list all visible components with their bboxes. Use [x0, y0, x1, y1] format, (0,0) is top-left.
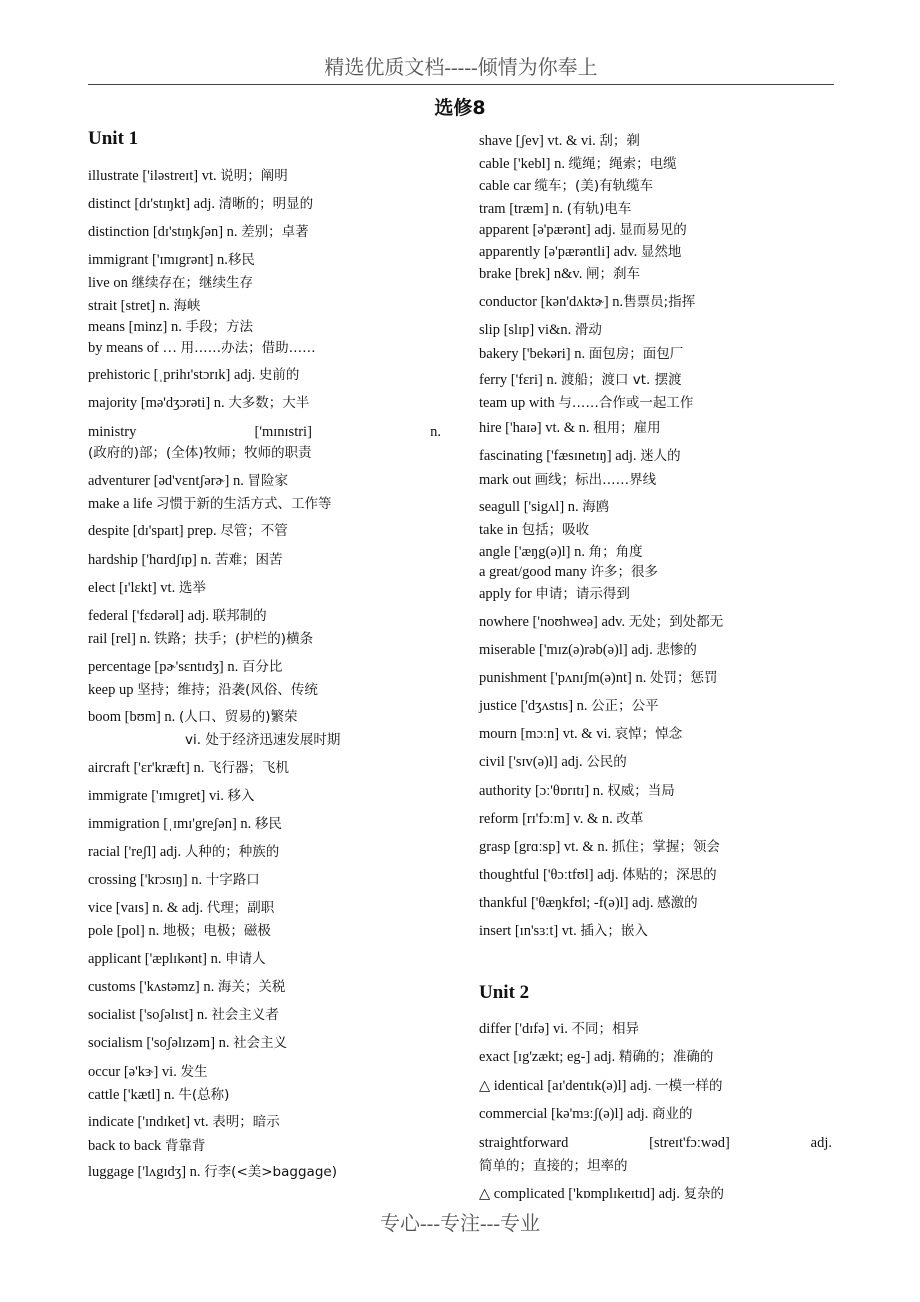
entry-word: means [minz] n.: [88, 319, 186, 335]
vocab-entry: [88, 495, 332, 513]
entry-meaning: (人口、贸易的)繁荣: [178, 709, 298, 725]
straightforward-word: straightforward: [479, 1135, 569, 1151]
entry-meaning: 海峡: [173, 298, 201, 314]
vocab-entry: [479, 543, 643, 561]
entry-meaning: 社会主义: [233, 1035, 288, 1051]
entry-word: customs ['kʌstəmz] n.: [88, 979, 218, 995]
entry-word: justice ['dʒʌstɪs] n.: [479, 698, 592, 714]
entry-meaning: 包括；吸收: [521, 522, 590, 538]
entry-meaning: 人种的；种族的: [184, 844, 280, 860]
entry-word: pole [pol] n.: [88, 923, 163, 939]
vocab-entry: [479, 838, 720, 856]
vocab-entry: [88, 950, 266, 968]
page-title: 选修8: [434, 97, 486, 119]
vocab-entry: [479, 866, 717, 884]
entry-meaning: 商业的: [651, 1106, 693, 1122]
vocab-entry: [88, 1163, 337, 1181]
vocab-entry: [88, 223, 309, 241]
entry-word: crossing ['krɔsɪŋ] n.: [88, 872, 206, 888]
vocab-entry: [479, 243, 681, 261]
entry-meaning: 移民: [227, 252, 255, 268]
vocab-entry: [479, 321, 602, 339]
entry-word: indicate ['ɪndɪket] vt.: [88, 1114, 213, 1130]
entry-word: civil ['sɪv(ə)l] adj.: [479, 754, 587, 770]
entry-meaning: 悲惨的: [656, 642, 697, 658]
entry-meaning: 代理；副职: [206, 900, 275, 916]
vocab-entry: [479, 725, 682, 743]
vocab-entry: [479, 132, 640, 150]
entry-word: grasp [grɑːsp] vt. & n.: [479, 839, 612, 855]
entry-meaning: 海鸥: [582, 499, 610, 515]
vocab-entry: [88, 1034, 287, 1052]
vocab-entry: [88, 815, 282, 833]
entry-meaning: (政府的)部；(全体)牧师；牧师的职责: [88, 445, 312, 461]
entry-word: aircraft ['ɛr'kræft] n.: [88, 760, 209, 776]
entry-meaning: 刮；剃: [599, 133, 640, 149]
vocab-entry: [479, 521, 589, 539]
entry-word: rail [rel] n.: [88, 631, 155, 647]
entry-meaning: 继续存在；继续生存: [131, 275, 253, 291]
vocab-entry: [88, 366, 299, 384]
entry-meaning: 申请人: [225, 951, 266, 967]
entry-meaning: 一模一样的: [655, 1078, 723, 1094]
entry-word: △ complicated ['kɒmplɪkeɪtɪd] adj.: [479, 1186, 684, 1202]
entry-meaning: 苦难；困苦: [214, 552, 283, 568]
entry-word: distinct [dɪ'stɪŋkt] adj.: [88, 196, 219, 212]
entry-meaning: 复杂的: [683, 1186, 725, 1202]
entry-word: reform [rɪ'fɔːm] v. & n.: [479, 811, 617, 827]
vocab-entry: [479, 1157, 628, 1175]
entry-meaning: 权威；当局: [607, 783, 675, 799]
entry-word: make a life: [88, 496, 157, 512]
entry-word: team up with: [479, 395, 559, 411]
vocab-entry: [88, 579, 206, 597]
vocab-entry: [479, 345, 683, 363]
entry-meaning: 史前的: [258, 367, 300, 383]
entry-meaning: 表明；暗示: [212, 1114, 280, 1130]
vocab-entry: [88, 787, 255, 805]
entry-meaning: (有轨)电车: [566, 201, 632, 217]
entry-word: a great/good many: [479, 564, 591, 580]
vocab-entry: [479, 200, 631, 218]
entry-meaning: 说明；阐明: [220, 168, 288, 184]
vocab-entry: [479, 498, 609, 516]
vocab-entry: [479, 177, 653, 195]
vocab-entry: [88, 843, 279, 861]
page-footer: 专心---专注---专业: [380, 1213, 540, 1235]
vocab-entry: [88, 630, 313, 648]
entry-meaning: 飞行器；飞机: [208, 760, 290, 776]
ministry-ipa: ['mɪnɪstri]: [254, 424, 312, 440]
entry-word: federal ['fɛdərəl] adj.: [88, 608, 213, 624]
entry-word: socialist ['soʃəlɪst] n.: [88, 1007, 212, 1023]
vocab-entry: [479, 371, 682, 389]
entry-meaning: 改革: [616, 811, 644, 827]
entry-meaning: 公正；公平: [591, 698, 659, 714]
entry-word: by means of …: [88, 340, 181, 356]
entry-word: live on: [88, 275, 132, 291]
straightforward-ipa: [streɪt'fɔːwəd]: [649, 1135, 730, 1151]
entry-word: cattle ['kætl] n.: [88, 1087, 179, 1103]
entry-word: apparently [ə'pærəntli] adv.: [479, 244, 641, 260]
entry-word: thankful ['θæŋkfʊl; -f(ə)l] adj.: [479, 895, 658, 911]
entry-word: luggage ['lʌgɪdʒ] n.: [88, 1164, 205, 1180]
entry-word: miserable ['mɪz(ə)rəb(ə)l] adj.: [479, 642, 657, 658]
entry-word: nowhere ['noʊhweə] adv.: [479, 614, 629, 630]
vocab-entry: [479, 810, 643, 828]
straightforward-pos: adj.: [810, 1135, 832, 1151]
entry-word: bakery ['bekəri] n.: [479, 346, 589, 362]
entry-meaning: 面包房；面包厂: [588, 346, 684, 362]
entry-word: strait [stret] n.: [88, 298, 174, 314]
ministry-pos: n.: [430, 424, 441, 440]
vocab-entry: [88, 1137, 205, 1155]
entry-meaning: 简单的；直接的；坦率的: [479, 1158, 628, 1174]
entry-meaning: 地极；电极；磁极: [162, 923, 271, 939]
entry-meaning: 行李(<美>baggage): [204, 1164, 337, 1180]
entry-word: despite [dɪ'spaɪt] prep.: [88, 523, 221, 539]
entry-word: immigrant ['ɪmɪgrənt] n.: [88, 252, 228, 268]
entry-word: cable car: [479, 178, 535, 194]
entry-word: vice [vaɪs] n. & adj.: [88, 900, 207, 916]
entry-word: thoughtful ['θɔːtfʊl] adj.: [479, 867, 623, 883]
entry-meaning: 坚持；维持；沿袭(风俗、传统: [137, 682, 318, 698]
entry-word: racial ['reʃl] adj.: [88, 844, 185, 860]
entry-meaning: 公民的: [586, 754, 627, 770]
entry-meaning: 售票员;指挥: [623, 294, 696, 310]
entry-word: applicant ['æplɪkənt] n.: [88, 951, 226, 967]
vocab-entry: [479, 1020, 639, 1038]
entry-word: majority [mə'dʒɔrəti] n.: [88, 395, 229, 411]
entry-meaning: 无处；到处都无: [628, 614, 724, 630]
entry-word: percentage [pɚ'sɛntɪdʒ] n.: [88, 659, 242, 675]
vocab-entry: [88, 251, 255, 269]
entry-word: take in: [479, 522, 522, 538]
entry-meaning: 显然地: [640, 244, 682, 260]
entry-word: authority [ɔː'θɒrɪtɪ] n.: [479, 783, 608, 799]
page-header: 精选优质文档-----倾情为你奉上: [88, 54, 834, 85]
entry-word: prehistoric [ˌprihɪ'stɔrɪk] adj.: [88, 367, 259, 383]
vocab-entry: [88, 681, 318, 699]
entry-meaning: 海关；关税: [217, 979, 286, 995]
vocab-entry: [88, 318, 253, 336]
vocab-entry: [479, 613, 723, 631]
vocab-entry: [88, 195, 313, 213]
vocab-entry: [479, 563, 658, 581]
entry-word: elect [ɪ'lɛkt] vt.: [88, 580, 179, 596]
entry-meaning: 渡船；渡口 vt. 摆渡: [560, 372, 682, 388]
entry-meaning: 发生: [180, 1064, 208, 1080]
vocab-entry: [479, 641, 697, 659]
entry-meaning: 十字路口: [205, 872, 260, 888]
entry-word: adventurer [əd'vɛntʃərɚ] n.: [88, 473, 248, 489]
entry-word: distinction [dɪ'stɪŋkʃən] n.: [88, 224, 242, 240]
entry-meaning: 哀悼；悼念: [614, 726, 683, 742]
entry-word: angle ['æŋg(ə)l] n.: [479, 544, 589, 560]
entry-meaning: 处罚；惩罚: [649, 670, 718, 686]
vocab-entry: [479, 782, 675, 800]
entry-meaning: 清晰的；明显的: [218, 196, 314, 212]
entry-word: immigration [ˌɪmɪ'greʃən] n.: [88, 816, 255, 832]
entry-word: brake [brek] n&v.: [479, 266, 586, 282]
unit-1-heading: Unit 1: [88, 128, 139, 149]
entry-meaning: 铁路；扶手；(护栏的)横条: [154, 631, 314, 647]
vocab-entry: [479, 419, 661, 437]
entry-word: punishment ['pʌnɪʃm(ə)nt] n.: [479, 670, 650, 686]
entry-meaning: 租用；雇用: [593, 420, 661, 436]
entry-meaning: 选举: [178, 580, 206, 596]
entry-meaning: 插入；嵌入: [580, 923, 648, 939]
entry-meaning: 滑动: [574, 322, 602, 338]
entry-meaning: 不同；相异: [571, 1021, 640, 1037]
vocab-entry: [88, 551, 282, 569]
vocab-entry: [88, 1086, 229, 1104]
vocab-entry: [88, 394, 309, 412]
vocab-entry: [479, 471, 656, 489]
vocab-entry: [479, 221, 687, 239]
entry-word: differ ['dɪfə] vi.: [479, 1021, 572, 1037]
ministry-word: ministry: [88, 424, 137, 440]
entry-meaning: 显而易见的: [619, 222, 687, 238]
entry-word: shave [ʃev] vt. & vi.: [479, 133, 600, 149]
straightforward-entry: [479, 1134, 832, 1152]
entry-meaning: 角；角度: [588, 544, 643, 560]
entry-meaning: 用……办法；借助……: [180, 340, 316, 356]
vocab-entry: [479, 1185, 724, 1203]
vocab-entry: [88, 274, 253, 292]
vocab-entry: [479, 293, 695, 311]
entry-meaning: 抓住；掌握；领会: [611, 839, 720, 855]
unit-2-heading: Unit 2: [479, 982, 530, 1003]
vocab-entry: [88, 522, 288, 540]
entry-meaning: 大多数；大半: [228, 395, 310, 411]
vocab-entry: [479, 394, 693, 412]
entry-meaning: vi. 处于经济迅速发展时期: [185, 732, 341, 748]
entry-meaning: 与……合作或一起工作: [558, 395, 694, 411]
vocab-entry: [479, 753, 627, 771]
vocab-entry: [88, 658, 282, 676]
entry-word: exact [ɪg'zækt; eg-] adj.: [479, 1049, 619, 1065]
entry-meaning: 背靠背: [164, 1138, 206, 1154]
entry-word: apparent [ə'pærənt] adj.: [479, 222, 620, 238]
entry-meaning: 百分比: [241, 659, 283, 675]
entry-meaning: 画线；标出……界线: [534, 472, 657, 488]
vocab-entry: [479, 1105, 692, 1123]
vocab-entry: [88, 1113, 280, 1131]
entry-word: hardship ['hɑrdʃɪp] n.: [88, 552, 215, 568]
entry-meaning: 牛(总称): [178, 1087, 230, 1103]
vocab-entry: [479, 1048, 713, 1066]
vocab-entry: [479, 585, 630, 603]
entry-word: ferry ['fɛri] n.: [479, 372, 561, 388]
entry-word: conductor [kən'dʌktɚ] n.: [479, 294, 624, 310]
entry-meaning: 缆车；(美)有轨缆车: [534, 178, 654, 194]
vocab-entry: [479, 447, 681, 465]
entry-word: mark out: [479, 472, 535, 488]
entry-meaning: 社会主义者: [211, 1007, 279, 1023]
vocab-entry: [479, 265, 640, 283]
entry-meaning: 移民: [254, 816, 282, 832]
entry-word: illustrate ['iləstreɪt] vt.: [88, 168, 221, 184]
vocab-entry: [88, 297, 200, 315]
vocab-entry: [88, 978, 285, 996]
entry-word: keep up: [88, 682, 138, 698]
vocab-entry: [185, 731, 340, 749]
vocab-entry: [88, 899, 274, 917]
entry-word: immigrate ['ɪmɪgret] vi.: [88, 788, 228, 804]
entry-meaning: 冒险家: [247, 473, 288, 489]
entry-meaning: 联邦制的: [212, 608, 267, 624]
vocab-entry: [479, 894, 698, 912]
vocab-entry: [88, 871, 260, 889]
entry-word: hire ['haɪə] vt. & n.: [479, 420, 594, 436]
entry-meaning: 缆绳；绳索；电缆: [568, 156, 677, 172]
vocab-entry: [88, 708, 297, 726]
vocab-entry: [88, 1006, 279, 1024]
entry-meaning: 差别；卓著: [241, 224, 309, 240]
entry-word: slip [slɪp] vi&n.: [479, 322, 575, 338]
entry-meaning: 手段；方法: [185, 319, 253, 335]
entry-word: cable ['kebl] n.: [479, 156, 569, 172]
entry-meaning: 尽管；不管: [220, 523, 288, 539]
entry-meaning: 精确的；准确的: [618, 1049, 714, 1065]
vocab-entry: [88, 922, 271, 940]
entry-meaning: 闸；刹车: [585, 266, 640, 282]
entry-word: socialism ['soʃəlɪzəm] n.: [88, 1035, 234, 1051]
vocab-entry: [88, 607, 267, 625]
entry-word: boom [bʊm] n.: [88, 709, 179, 725]
vocab-entry: [88, 759, 289, 777]
entry-word: occur [ə'kɝ] vi.: [88, 1064, 181, 1080]
vocab-entry: [479, 1077, 723, 1095]
vocab-entry: [479, 922, 648, 940]
entry-meaning: 习惯于新的生活方式、工作等: [156, 496, 332, 512]
entry-meaning: 感激的: [657, 895, 698, 911]
vocab-entry: [88, 472, 288, 490]
vocab-entry: [479, 155, 677, 173]
entry-meaning: 移入: [227, 788, 255, 804]
entry-word: tram [træm] n.: [479, 201, 567, 217]
entry-word: commercial [kə'mɜːʃ(ə)l] adj.: [479, 1106, 652, 1122]
vocab-entry: [88, 339, 316, 357]
entry-word: fascinating ['fæsɪnetɪŋ] adj.: [479, 448, 641, 464]
entry-word: apply for: [479, 586, 536, 602]
entry-meaning: 申请；请示得到: [535, 586, 630, 602]
entry-meaning: 许多；很多: [590, 564, 659, 580]
entry-word: insert [ɪn'sɜːt] vt.: [479, 923, 581, 939]
vocab-entry: [88, 444, 312, 462]
entry-word: △ identical [aɪ'dentɪk(ə)l] adj.: [479, 1078, 656, 1094]
entry-word: seagull ['sigʌl] n.: [479, 499, 583, 515]
entry-word: back to back: [88, 1138, 165, 1154]
vocab-entry: [479, 669, 717, 687]
vocab-entry: [88, 167, 288, 185]
entry-meaning: 体贴的；深思的: [622, 867, 717, 883]
entry-word: mourn [mɔːn] vt. & vi.: [479, 726, 615, 742]
entry-meaning: 迷人的: [640, 448, 681, 464]
vocab-entry: [88, 1063, 207, 1081]
vocab-entry: [479, 697, 659, 715]
ministry-entry: [88, 423, 441, 441]
